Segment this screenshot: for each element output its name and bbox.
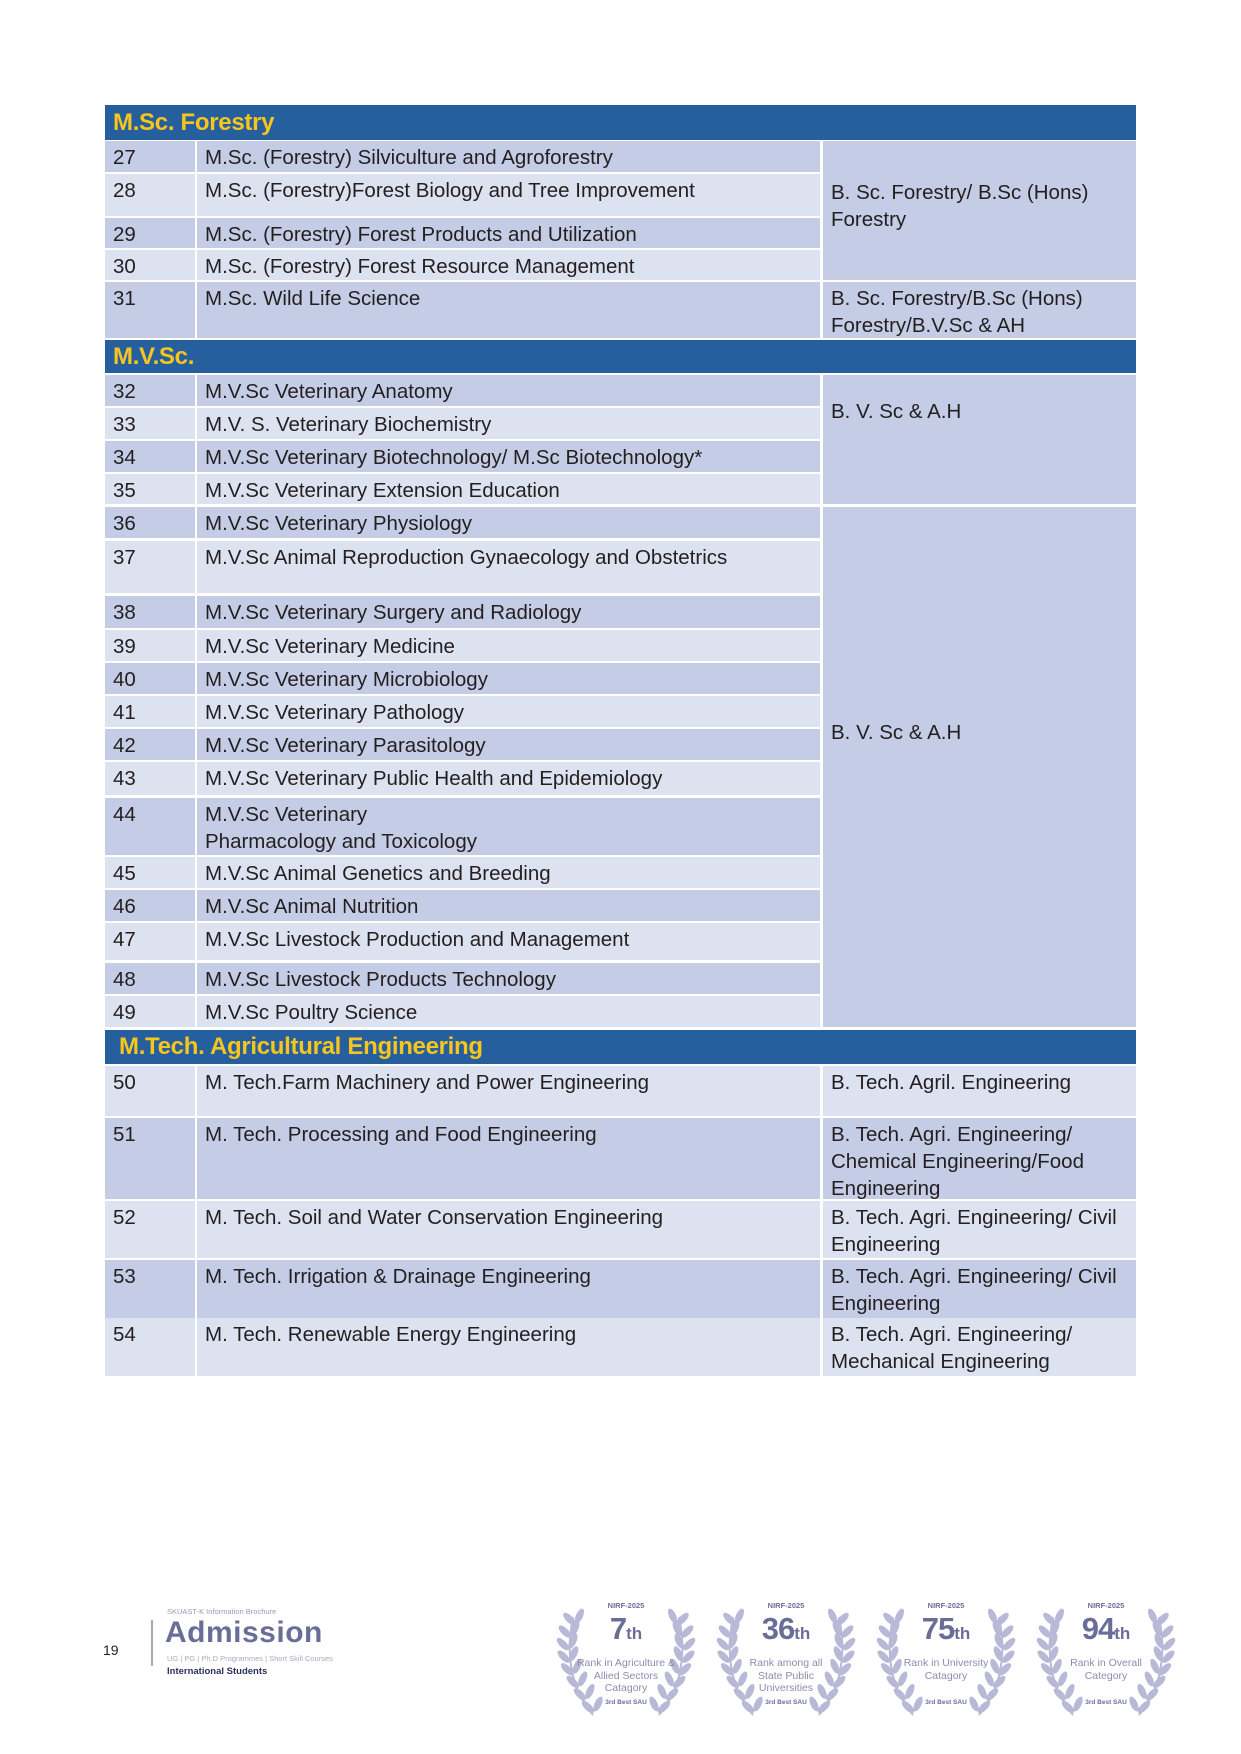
badge-label: NIRF-2025 bbox=[1087, 1601, 1125, 1610]
badge-note: 3rd Best SAU bbox=[765, 1699, 807, 1706]
row-number: 51 bbox=[105, 1118, 195, 1199]
brochure-title: Admission bbox=[165, 1616, 323, 1649]
badge-rank-suffix: th bbox=[794, 1624, 811, 1643]
program-name: M. Tech. Processing and Food Engineering bbox=[197, 1118, 820, 1199]
row-number: 45 bbox=[105, 857, 195, 888]
row-number: 39 bbox=[105, 630, 195, 661]
row-number: 30 bbox=[105, 250, 195, 280]
eligibility-cell: B. Tech. Agri. Engineering/ Chemical Engineering/Food Engineering bbox=[823, 1118, 1136, 1199]
badge-description: Rank in Overall Category bbox=[1070, 1657, 1142, 1682]
badge-label: NIRF-2025 bbox=[607, 1601, 645, 1610]
program-name: M. Tech. Soil and Water Conservation Engineering bbox=[197, 1201, 820, 1258]
ranking-badge bbox=[873, 1597, 1019, 1721]
program-name: M.V.Sc Veterinary Microbiology bbox=[197, 663, 820, 694]
page-number: 19 bbox=[103, 1642, 119, 1658]
row-number: 38 bbox=[105, 596, 195, 628]
badge-note: 3rd Best SAU bbox=[605, 1699, 647, 1706]
program-name: M.V.Sc Animal Genetics and Breeding bbox=[197, 857, 820, 888]
program-name: M.V.Sc Livestock Products Technology bbox=[197, 963, 820, 994]
row-number: 34 bbox=[105, 441, 195, 472]
row-number: 28 bbox=[105, 174, 195, 216]
row-number: 31 bbox=[105, 282, 195, 338]
section-title: M.Tech. Agricultural Engineering bbox=[119, 1033, 483, 1060]
badge-rank bbox=[1033, 1611, 1179, 1647]
program-name: M.V.Sc Veterinary Physiology bbox=[197, 507, 820, 538]
eligibility-cell: B. Sc. Forestry/B.Sc (Hons) Forestry/B.V.Sc & AH bbox=[823, 282, 1136, 338]
program-name: M.V.Sc Veterinary Biotechnology/ M.Sc Biotechnology* bbox=[197, 441, 820, 472]
program-name: M.V. S. Veterinary Biochemistry bbox=[197, 408, 820, 439]
program-name: M.Sc. (Forestry) Silviculture and Agroforestry bbox=[197, 141, 820, 172]
badge-rank-number: 94 bbox=[1081, 1611, 1115, 1646]
section-header-msc-forestry bbox=[105, 105, 1136, 140]
row-number: 47 bbox=[105, 923, 195, 960]
row-number: 29 bbox=[105, 218, 195, 248]
section-title: M.Sc. Forestry bbox=[113, 109, 275, 136]
section-header-mtech bbox=[105, 1030, 1136, 1064]
badge-rank-number: 36 bbox=[761, 1611, 795, 1646]
program-name: M. Tech.Farm Machinery and Power Engineering bbox=[197, 1066, 820, 1116]
eligibility-cell: B. Tech. Agril. Engineering bbox=[823, 1066, 1136, 1116]
section-title: M.V.Sc. bbox=[113, 343, 195, 370]
ranking-badge bbox=[713, 1597, 859, 1721]
badge-note: 3rd Best SAU bbox=[1085, 1699, 1127, 1706]
badge-description: Rank among all State Public Universities bbox=[749, 1657, 823, 1694]
program-name: M.V.Sc Veterinary Surgery and Radiology bbox=[197, 596, 820, 628]
program-name: M.V.Sc Animal Nutrition bbox=[197, 890, 820, 921]
row-number: 52 bbox=[105, 1201, 195, 1258]
badge-note: 3rd Best SAU bbox=[925, 1699, 967, 1706]
eligibility-cell: B. Sc. Forestry/ B.Sc (Hons) Forestry bbox=[823, 141, 1136, 280]
footer-divider bbox=[151, 1620, 153, 1666]
program-name: M.V.Sc Veterinary Medicine bbox=[197, 630, 820, 661]
eligibility-cell: B. V. Sc & A.H bbox=[823, 375, 1136, 504]
section-header-mvsc bbox=[105, 340, 1136, 373]
brochure-label: SKUAST-K Information Brochure bbox=[167, 1607, 277, 1616]
program-name: M.V.Sc Livestock Production and Management bbox=[197, 923, 820, 960]
program-name: M.Sc. Wild Life Science bbox=[197, 282, 820, 338]
row-number: 41 bbox=[105, 696, 195, 727]
badge-rank-number: 7 bbox=[609, 1611, 627, 1646]
program-name-line2: Pharmacology and Toxicology bbox=[205, 830, 477, 853]
row-number: 43 bbox=[105, 762, 195, 795]
badge-label: NIRF-2025 bbox=[927, 1601, 965, 1610]
eligibility-cell: B. V. Sc & A.H bbox=[823, 507, 1136, 1027]
row-number: 37 bbox=[105, 541, 195, 593]
row-number: 54 bbox=[105, 1318, 195, 1376]
program-name: M.V.Sc Veterinary Extension Education bbox=[197, 474, 820, 504]
ranking-badge bbox=[1033, 1597, 1179, 1721]
badge-rank bbox=[873, 1611, 1019, 1647]
brochure-audience: International Students bbox=[167, 1666, 268, 1677]
program-name: M.Sc. (Forestry) Forest Resource Management bbox=[197, 250, 820, 280]
row-number: 35 bbox=[105, 474, 195, 504]
badge-rank-suffix: th bbox=[954, 1624, 971, 1643]
row-number: 50 bbox=[105, 1066, 195, 1116]
badge-description: Rank in Agriculture & Allied Sectors Catagory bbox=[576, 1657, 676, 1694]
row-number: 40 bbox=[105, 663, 195, 694]
program-name bbox=[197, 798, 820, 855]
row-number: 53 bbox=[105, 1260, 195, 1318]
row-number: 27 bbox=[105, 141, 195, 172]
program-name-line1: M.V.Sc Veterinary bbox=[205, 803, 368, 826]
row-number: 46 bbox=[105, 890, 195, 921]
row-number: 49 bbox=[105, 996, 195, 1027]
program-name: M.V.Sc Veterinary Anatomy bbox=[197, 375, 820, 406]
program-name: M. Tech. Renewable Energy Engineering bbox=[197, 1318, 820, 1376]
program-name: M. Tech. Irrigation & Drainage Engineering bbox=[197, 1260, 820, 1318]
badge-rank-number: 75 bbox=[921, 1611, 955, 1646]
eligibility-cell: B. Tech. Agri. Engineering/ Civil Engineering bbox=[823, 1201, 1136, 1258]
program-name: M.V.Sc Poultry Science bbox=[197, 996, 820, 1027]
badge-rank bbox=[553, 1611, 699, 1647]
brochure-subtitle: UG | PG | Ph.D Programmes | Short Skill Courses bbox=[167, 1654, 333, 1663]
eligibility-cell: B. Tech. Agri. Engineering/ Mechanical Engineering bbox=[823, 1318, 1136, 1376]
badge-description: Rank in University Catagory bbox=[903, 1657, 989, 1682]
row-number: 32 bbox=[105, 375, 195, 406]
row-number: 36 bbox=[105, 507, 195, 538]
program-name: M.Sc. (Forestry)Forest Biology and Tree Improvement bbox=[197, 174, 820, 216]
eligibility-cell: B. Tech. Agri. Engineering/ Civil Engineering bbox=[823, 1260, 1136, 1318]
program-name: M.Sc. (Forestry) Forest Products and Utilization bbox=[197, 218, 820, 248]
row-number: 44 bbox=[105, 798, 195, 855]
program-name: M.V.Sc Veterinary Public Health and Epidemiology bbox=[197, 762, 820, 795]
row-number: 33 bbox=[105, 408, 195, 439]
program-name: M.V.Sc Veterinary Parasitology bbox=[197, 729, 820, 760]
badge-rank-suffix: th bbox=[626, 1624, 643, 1643]
badge-label: NIRF-2025 bbox=[767, 1601, 805, 1610]
program-name: M.V.Sc Animal Reproduction Gynaecology and Obstetrics bbox=[197, 541, 820, 593]
ranking-badge bbox=[553, 1597, 699, 1721]
badge-rank bbox=[713, 1611, 859, 1647]
program-name: M.V.Sc Veterinary Pathology bbox=[197, 696, 820, 727]
row-number: 48 bbox=[105, 963, 195, 994]
row-number: 42 bbox=[105, 729, 195, 760]
badge-rank-suffix: th bbox=[1114, 1624, 1131, 1643]
